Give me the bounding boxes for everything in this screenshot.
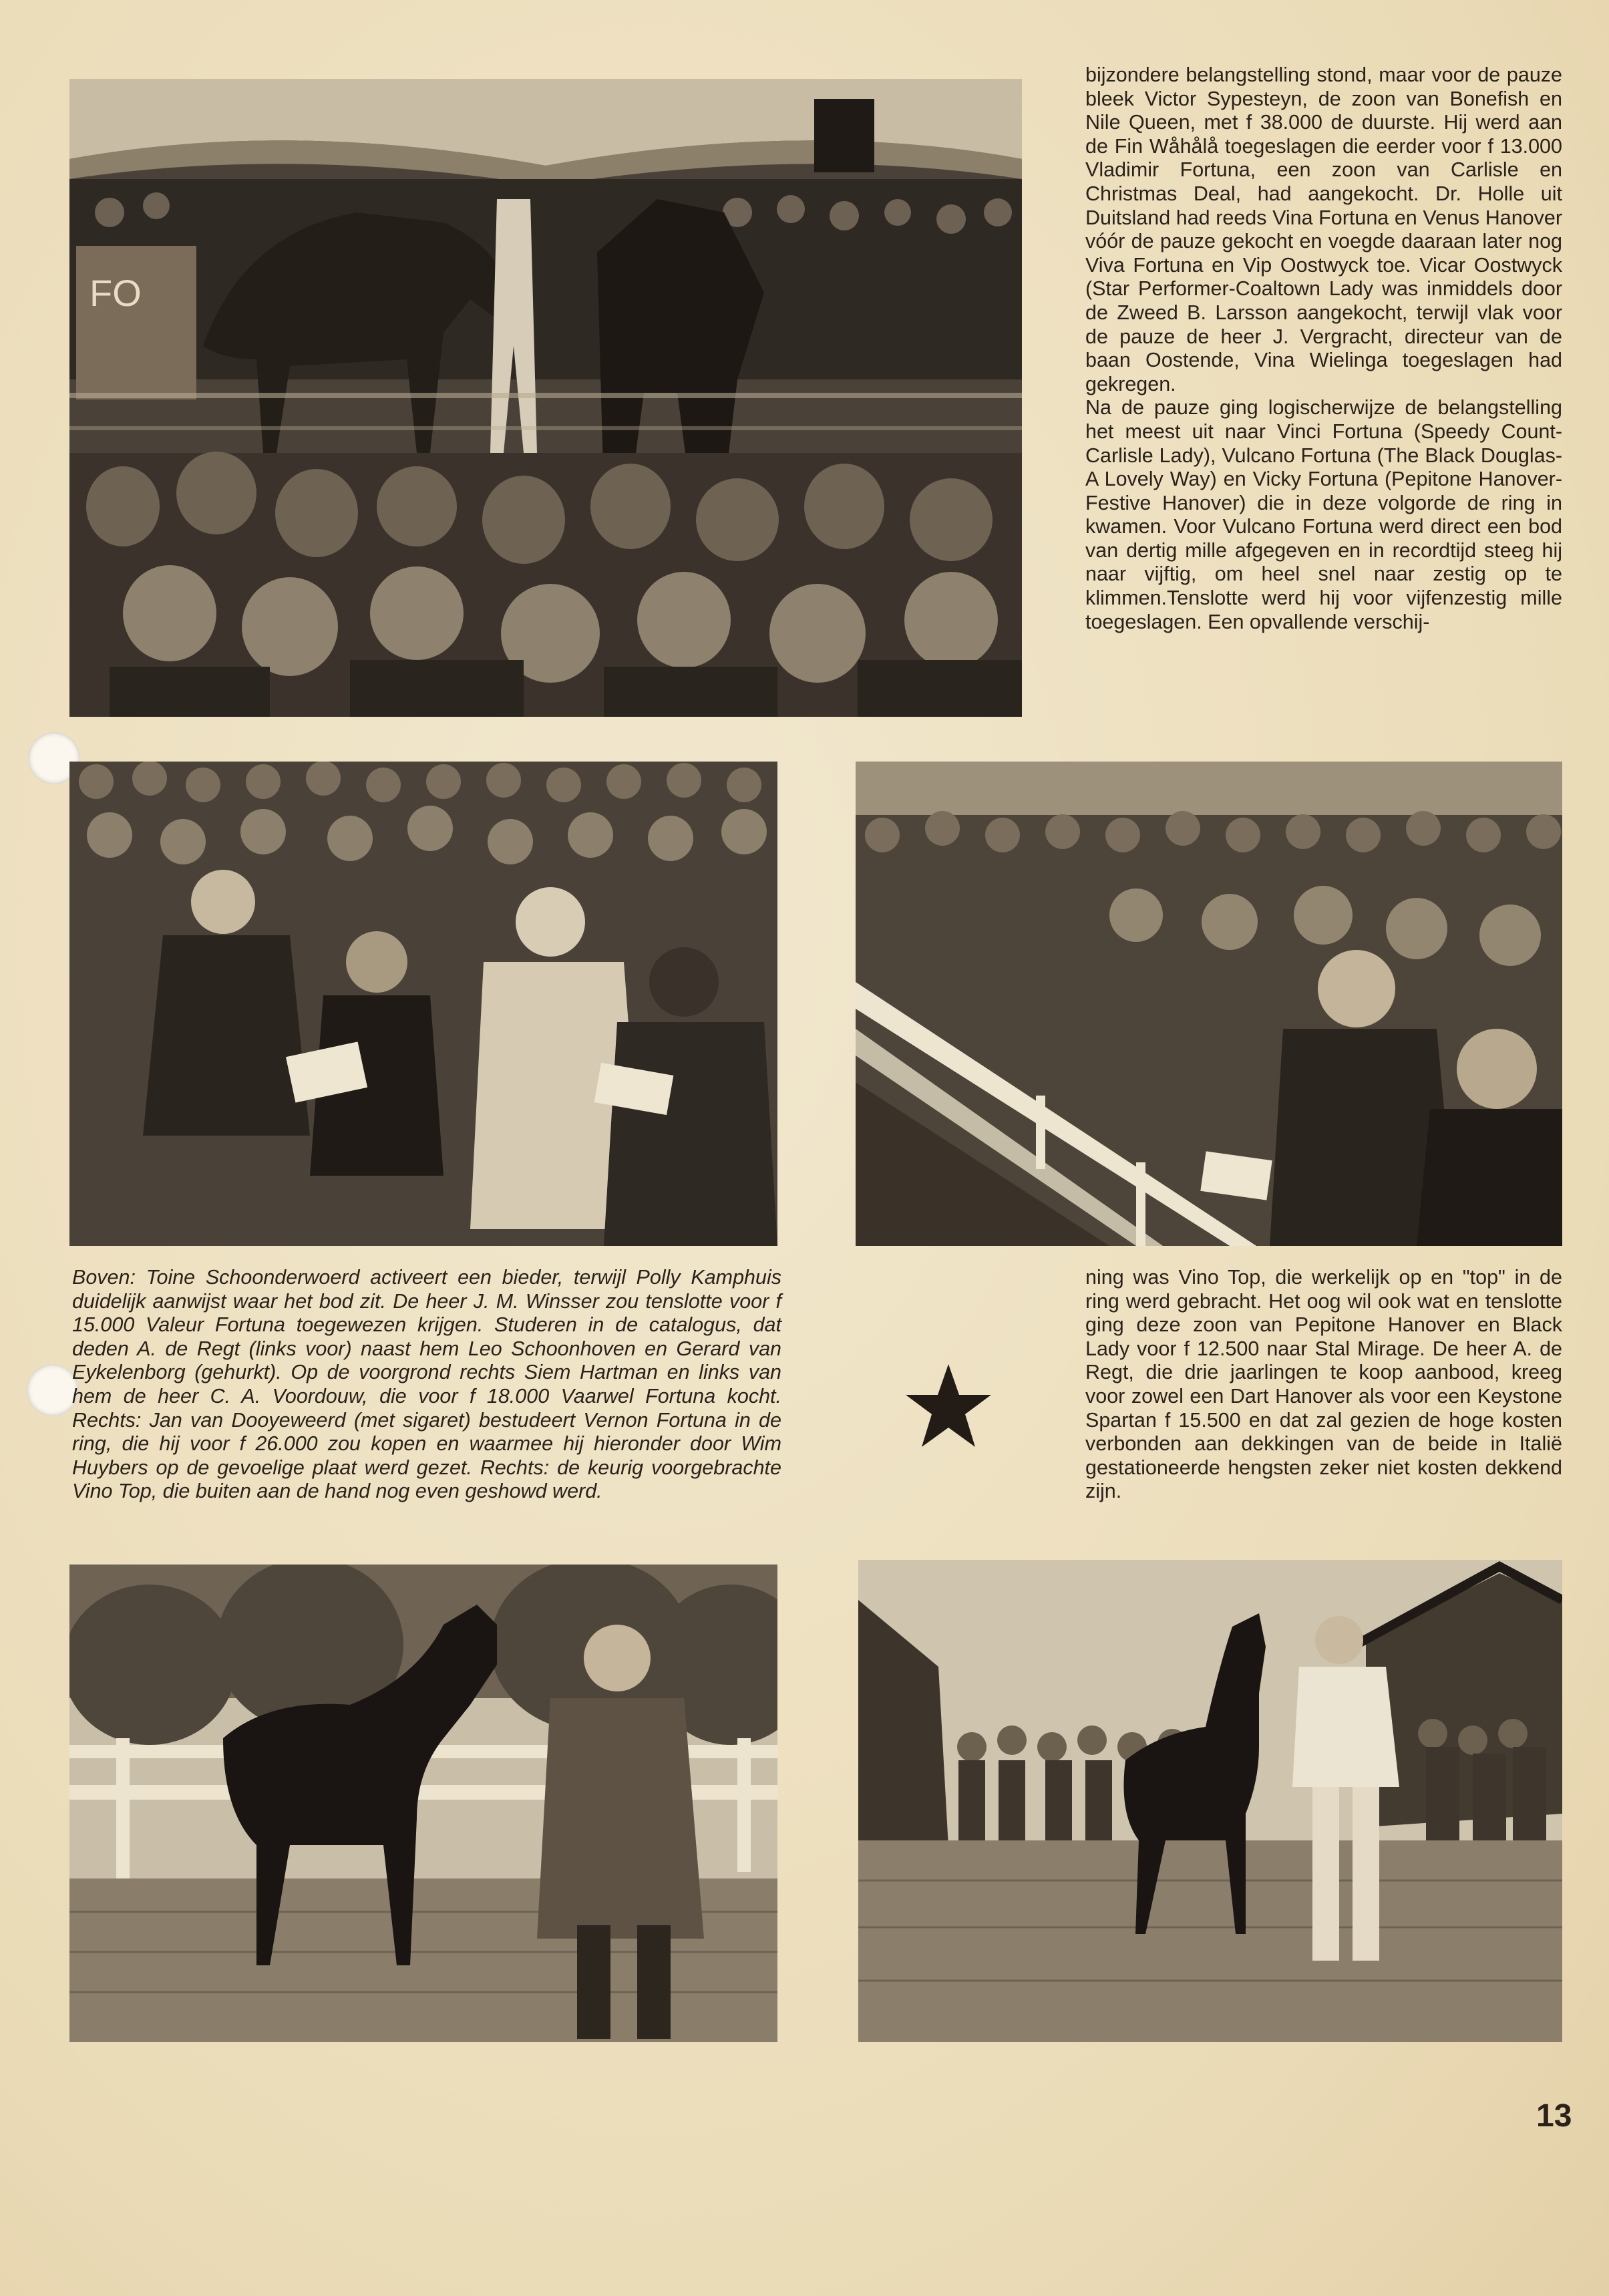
punch-hole-bottom [27, 1364, 79, 1416]
article-paragraph-2: Na de pauze ging logischerwijze de belangstelling het meest uit naar Vinci Fortuna (Speedy Count-Carlisle Lady), Vulcano Fortuna (The Black Douglas-A Lovely Way) en Vicky Fortuna (Pepitone Hanover-Festive Hanover) die in deze volgorde de ring in kwamen. Voor Vulcano Fortuna werd direct een bod van dertig mille afgegeven en in recordtijd steeg hij naar vijftig, om heel snel naar zestig op te klimmen.Tenslotte werd hij voor vijfenzestig mille toegeslagen. Een opvallende verschij- [1085, 396, 1562, 633]
article-column-top [1085, 63, 1562, 634]
article-paragraph-3: ning was Vino Top, die werkelijk op en "top" in de ring werd gebracht. Het oog wil ook wat en tenslotte ging deze zoon van Pepitone Hanover en Black Lady voor f 12.500 naar Stal Mirage. De heer A. de Regt, die drie jaarlingen te koop aanbood, kreeg voor zowel een Dart Hanover als voor een Keystone Spartan f 15.500 en dat zal gezien de hoge kosten verbonden aan dekkingen van de beide in Italië gestationeerde hengsten zeker niet kosten dekkend zijn. [1085, 1266, 1562, 1503]
photo-vino-top [858, 1560, 1562, 2042]
photo-catalogue-study [69, 762, 777, 1246]
star-icon [903, 1361, 994, 1452]
page-number: 13 [1536, 2098, 1572, 2134]
article-column-bottom [1085, 1266, 1562, 1504]
photo-auction-ring [69, 79, 1022, 717]
photo-caption: Boven: Toine Schoonderwoerd activeert een bieder, terwijl Polly Kamphuis duidelijk aanwijst waar het bod zit. De heer J. M. Winsser zou tenslotte voor f 15.000 Valeur Fortuna toegewezen krijgen. Studeren in de catalogus, dat deden A. de Regt (links voor) naast hem Leo Schoonhoven en Gerard van Eykelenborg (gehurkt). Op de voorgrond rechts Siem Hartman en links van hem de heer C. A. Voordouw, die voor f 18.000 Vaarwel Fortuna kocht. Rechts: Jan van Dooyeweerd (met sigaret) bestudeert Vernon Fortuna in de ring, die hij voor f 26.000 zou kopen en waarmee hij hieronder door Wim Huybers op de gevoelige plaat werd gezet. Rechts: de keurig voorgebrachte Vino Top, die buiten aan de hand nog even geshowd werd. [72, 1266, 781, 1503]
photo-ringside-spectators [856, 762, 1562, 1246]
photo-vernon-fortuna [69, 1565, 777, 2042]
article-paragraph-1: bijzondere belangstelling stond, maar voor de pauze bleek Victor Sypesteyn, de zoon van Bonefish en Nile Queen, met f 38.000 de duurste. Hij werd aan de Fin Wåhålå toegeslagen die eerder voor f 13.000 Vladimir Fortuna, een zoon van Carlisle en Christmas Deal, had aangekocht. Dr. Holle uit Duitsland had reeds Vina Fortuna en Venus Hanover vóór de pauze gekocht en voegde daaraan later nog Viva Fortuna en Vip Oostwyck toe. Vicar Oostwyck (Star Performer-Coaltown Lady was inmiddels door de Zweed B. Larsson aangekocht, terwijl vlak voor de pauze de heer J. Vergracht, directeur van de baan Oostende, Vina Wielinga toegeslagen had gekregen. [1085, 63, 1562, 395]
sign-text: FO [90, 272, 142, 314]
